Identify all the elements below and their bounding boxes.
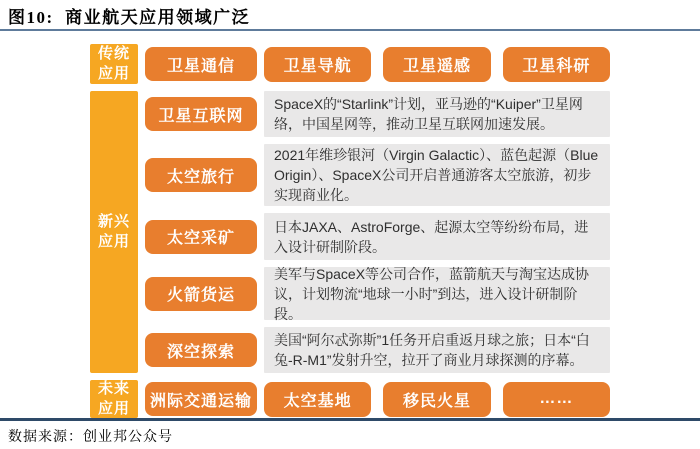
description-deep-space-exploration: 美国“阿尔忒弥斯”1任务开启重返月球之旅；日本“白兔-R-M1”发射升空，拉开了商业月球探测的序幕。 [264,327,610,373]
category-satellite-internet: 卫星互联网 [145,97,257,131]
category-deep-space-exploration: 深空探索 [145,333,257,367]
sidebar-section-future-applications [90,380,138,418]
category-intercontinental-transport: 洲际交通运输 [145,382,257,416]
data-source-note: 数据来源：创业邦公众号 [8,430,173,445]
sidebar-section-label-line: 未来 [97,380,130,397]
description-rocket-cargo: 美军与SpaceX等公司合作，蓝箭航天与淘宝达成协议，计划物流“地球一小时”到达，进入设计研制阶段。 [264,267,610,320]
sidebar-section-traditional-applications [90,44,138,84]
description-space-travel: 2021年维珍银河（Virgin Galactic）、蓝色起源（Blue Origin）、SpaceX公司开启普通游客太空旅游，初步实现商业化。 [264,144,610,206]
row-satellite-communication-items [264,44,610,84]
item-satellite-navigation: 卫星导航 [264,47,371,82]
item-satellite-remote-sensing: 卫星遥感 [383,47,490,82]
category-space-travel: 太空旅行 [145,158,257,192]
bottom-rule [0,418,700,421]
item-ellipsis-more: …… [503,382,610,417]
sidebar-section-label-line: 传统 [97,45,130,62]
description-space-mining: 日本JAXA、AstroForge、起源太空等纷纷布局，进入设计研制阶段。 [264,213,610,260]
sidebar-section-label-line: 应用 [97,400,130,417]
sidebar-section-label-line: 新兴 [97,213,130,230]
sidebar-section-label-line: 应用 [97,233,130,250]
category-rocket-cargo: 火箭货运 [145,277,257,311]
sidebar-section-emerging-applications [90,91,138,373]
description-satellite-internet: SpaceX的“Starlink”计划，亚马逊的“Kuiper”卫星网络，中国星网等，推动卫星互联网加速发展。 [264,91,610,137]
category-space-mining: 太空采矿 [145,220,257,254]
title-rule [0,29,700,31]
figure-title: 图10: 商业航天应用领域广泛 [8,8,251,27]
category-satellite-communication: 卫星通信 [145,47,257,81]
item-satellite-research: 卫星科研 [503,47,610,82]
sidebar-section-label-line: 应用 [97,65,130,82]
item-mars-migration: 移民火星 [383,382,490,417]
row-future-items [264,380,610,418]
commercial-space-applications-diagram [90,44,610,418]
item-space-base: 太空基地 [264,382,371,417]
